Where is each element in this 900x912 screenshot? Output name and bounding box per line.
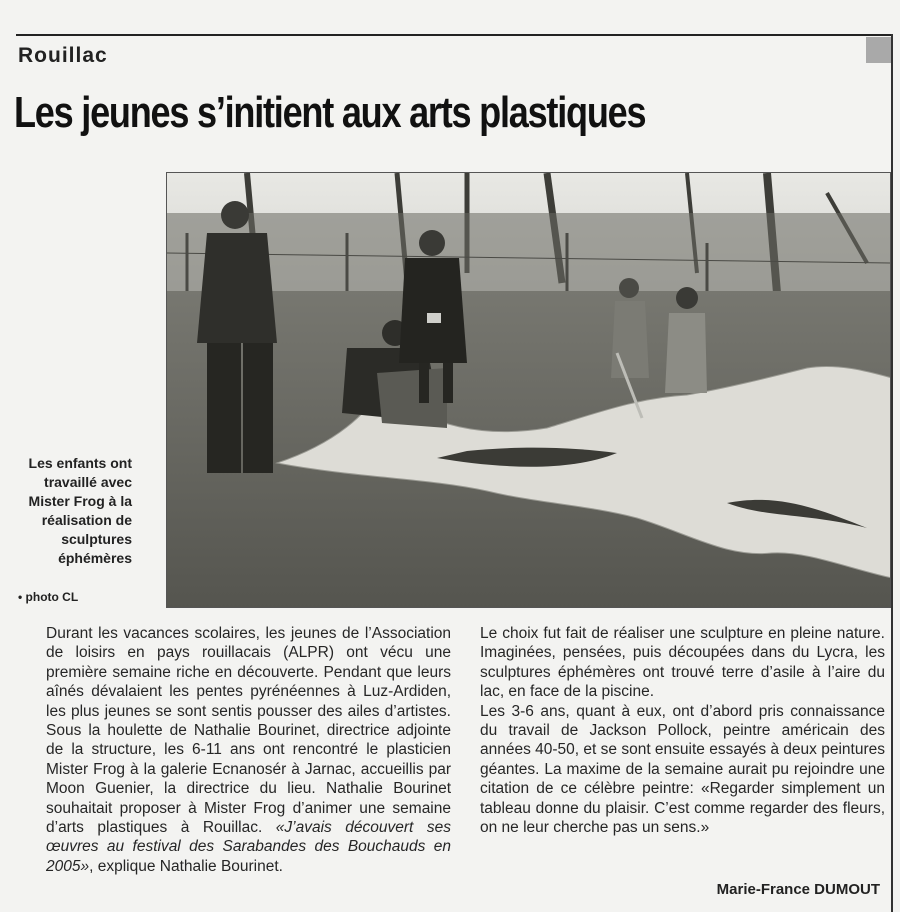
column-1-quote: «J’avais découvert ses œuvres au festival des Sarabandes des Bouchauds en 2005» (46, 819, 451, 875)
headline: Les jeunes s’initient aux arts plastiques (14, 88, 646, 137)
person-adult-left (197, 201, 277, 473)
column-1-text-a: Durant les vacances scolaires, les jeunes de l’Association de loisirs en pays rouillacais (ALPR) ont vécu une première semaine riche en découverte. Pendant que leurs aînés dévalaient les pentes pyrénéennes à Luz-Ardiden, les plus jeunes se sont sentis pousser des ailes d’artistes. Sous la houlette de Nathalie Bourinet, directrice adjointe de la structure, les 6-11 ans ont rencontré le plasticien Mister Frog à la galerie Ecnanosér à Jarnac, accueillis par Moon Guenier, la directrice du lieu. Nathalie Bourinet souhaitait proposer à Mister Frog d’animer une semaine d’arts plastiques à Rouillac. (46, 625, 451, 837)
caption-text: Les enfants ont travaillé avec Mister Frog à la réalisation de sculptures éphémères (28, 455, 132, 566)
kicker: Rouillac (18, 44, 108, 67)
article-photo (166, 172, 891, 608)
photo-caption (10, 454, 132, 604)
column-1-text-b: , explique Nathalie Bourinet. (89, 857, 283, 875)
top-rule (16, 34, 892, 36)
corner-box (866, 37, 892, 63)
article-column-1 (46, 624, 451, 876)
column-2-paragraph-2: Les 3-6 ans, quant à eux, ont d’abord pris connaissance du travail de Jackson Pollock, peintre américain des années 40-50, et se sont ensuite essayés à deux peintures géantes. La maxime de la semaine aurait pu rejoindre une citation de ce célèbre peintre: «Regarder simplement un tableau donne du plaisir. C’est comme regarder des fleurs, on ne leur cherche pas un sens.» (480, 702, 885, 837)
column-2-paragraph-1: Le choix fut fait de réaliser une sculpture en pleine nature. Imaginées, pensées, puis découpées dans du Lycra, les sculptures éphémères ont trouvé terre d’asile à l’aire du lac, en face de la piscine. (480, 625, 885, 701)
article-column-2 (480, 624, 885, 837)
column-1-paragraph (46, 624, 451, 876)
photo-illustration (167, 173, 891, 608)
photo-credit: • photo CL (18, 590, 79, 604)
right-rule (891, 34, 893, 912)
author-signature: Marie-France DUMOUT (716, 881, 880, 898)
